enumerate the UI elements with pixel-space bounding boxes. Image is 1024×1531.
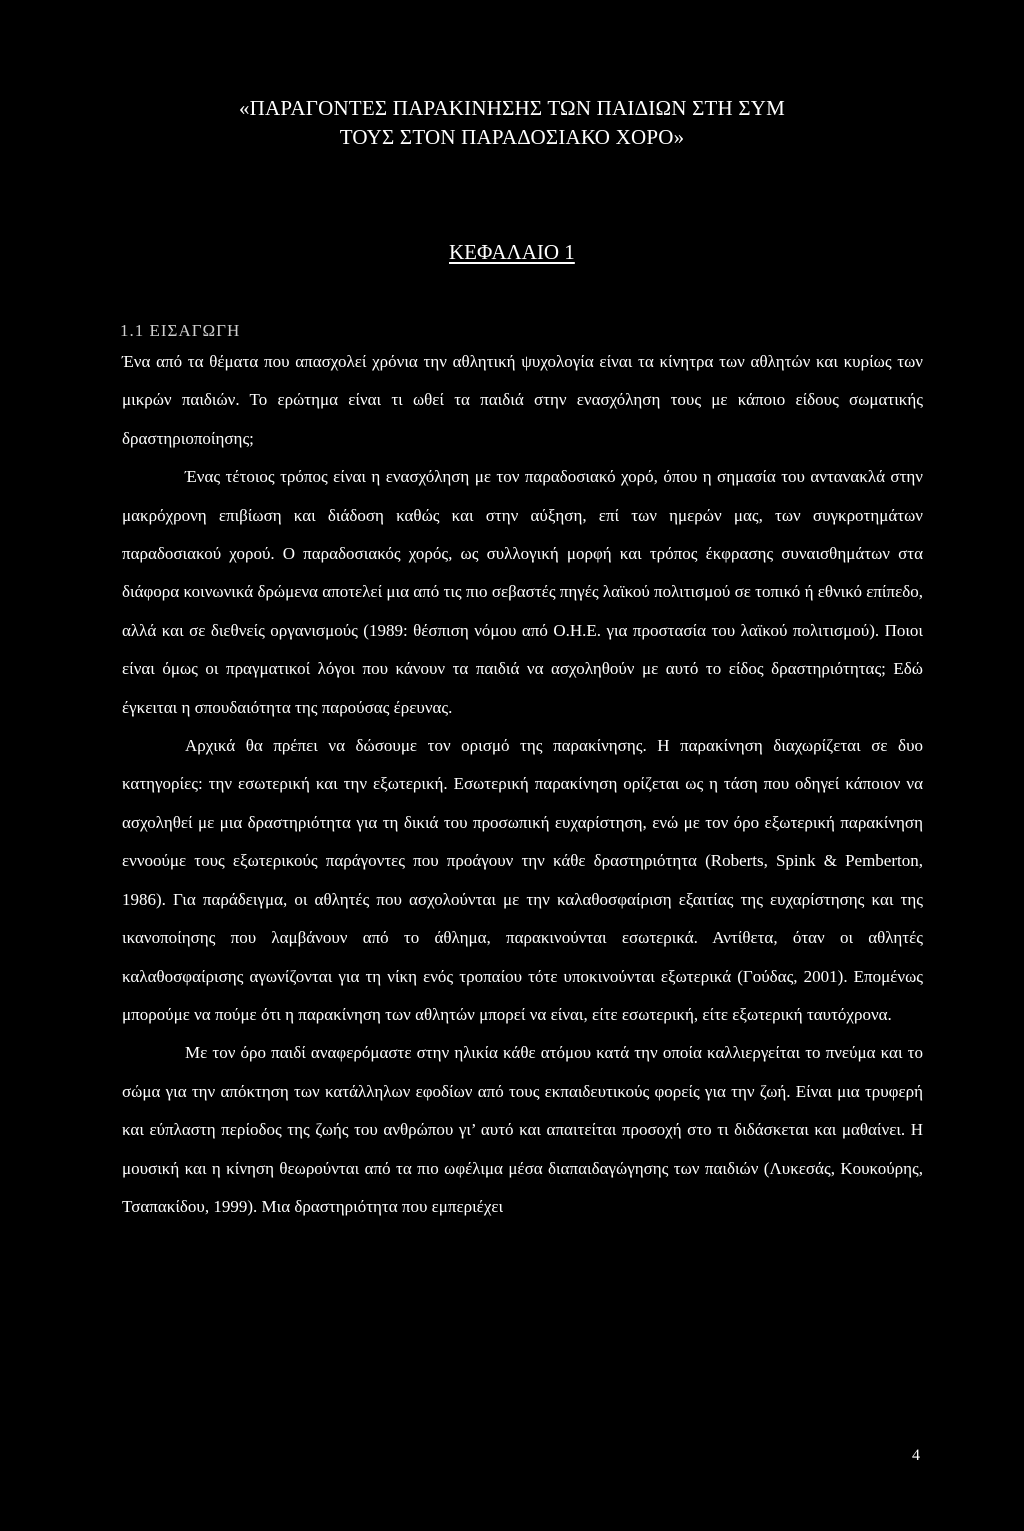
body-text [122, 343, 923, 1226]
chapter-heading [449, 238, 575, 266]
title-line-1: «ΠΑΡΑΓΟΝΤΕΣ ΠΑΡΑΚΙΝΗΣΗΣ ΤΩΝ ΠΑΙΔΙΩΝ ΣΤΗ ΣΥΜ [238, 96, 786, 120]
paragraph-2: Ένας τέτοιος τρόπος είναι η ενασχόληση με τον παραδοσιακό χορό, όπου η σημασία του αντανακλά στην μακρόχρονη επιβίωση και διάδοση καθώς και στην αύξηση, επί των ημερών μας, των συγκροτημάτων παραδοσιακού χορού. Ο παραδοσιακός χορός, ως συλλογική μορφή και τρόπος έκφρασης συναισθημάτων στα διάφορα κοινωνικά δρώμενα αποτελεί μια από τις πιο σεβαστές πηγές λαϊκού πολιτισμού σε τοπικό ή εθνικό επίπεδο, αλλά και σε διεθνείς οργανισμούς (1989: θέσπιση νόμου από Ο.Η.Ε. για προστασία του λαϊκού πολιτισμού). Ποιοι είναι όμως οι πραγματικοί λόγοι που κάνουν τα παιδιά να ασχοληθούν με αυτό το είδος δραστηριότητας; Εδώ έγκειται η σπουδαιότητα της παρούσας έρευνας. [122, 467, 923, 717]
paragraph-1: Ένα από τα θέματα που απασχολεί χρόνια την αθλητική ψυχολογία είναι τα κίνητρα των αθλητών και κυρίως των μικρών παιδιών. Το ερώτημα είναι τι ωθεί τα παιδιά στην ενασχόληση τους με κάποιο είδους σωματικής δραστηριοποίησης; [122, 352, 923, 448]
page-number: 4 [912, 1447, 920, 1464]
title-line-2: ΤΟΥΣ ΣΤΟΝ ΠΑΡΑΔΟΣΙΑΚΟ ΧΟΡΟ» [339, 125, 685, 149]
paragraph-4: Με τον όρο παιδί αναφερόμαστε στην ηλικία κάθε ατόμου κατά την οποία καλλιεργείται το πνεύμα και το σώμα για την απόκτηση των κατάλληλων εφοδίων από τους εκπαιδευτικούς φορείς για την ζωή. Είναι μια τρυφερή και εύπλαστη περίοδος της ζωής του ανθρώπου γι’ αυτό και απαιτείται προσοχή στο τι διδάσκεται και μαθαίνει. Η μουσική και η κίνηση θεωρούνται από τα πιο ωφέλιμα μέσα διαπαιδαγώγησης των παιδιών (Λυκεσάς, Κουκούρης, Τσαπακίδου, 1999). Μια δραστηριότητα που εμπεριέχει [122, 1043, 923, 1216]
chapter-heading-text: ΚΕΦΑΛΑΙΟ 1 [449, 240, 575, 264]
document-title [0, 94, 1024, 152]
section-heading: 1.1 ΕΙΣΑΓΩΓΗ [120, 321, 241, 340]
paragraph-3: Αρχικά θα πρέπει να δώσουμε τον ορισμό της παρακίνησης. Η παρακίνηση διαχωρίζεται σε δυο κατηγορίες: την εσωτερική και την εξωτερική. Εσωτερική παρακίνηση ορίζεται ως η τάση που οδηγεί κάποιον να ασχοληθεί με μια δραστηριότητα για τη δικιά του προσωπική ευχαρίστηση, ενώ με τον όρο εξωτερική παρακίνηση εννοούμε τους εξωτερικούς παράγοντες που προάγουν την κάθε δραστηριότητα (Roberts, Spink & Pemberton, 1986). Για παράδειγμα, οι αθλητές που ασχολούνται με την καλαθοσφαίριση εξαιτίας της ευχαρίστησης και της ικανοποίησης που λαμβάνουν από το άθλημα, παρακινούνται εσωτερικά. Αντίθετα, όταν οι αθλητές καλαθοσφαίρισης αγωνίζονται για τη νίκη ενός τροπαίου τότε υποκινούνται εξωτερικά (Γούδας, 2001). Επομένως μπορούμε να πούμε ότι η παρακίνηση των αθλητών μπορεί να είναι, είτε εσωτερική, είτε εξωτερική ταυτόχρονα. [122, 736, 923, 1024]
